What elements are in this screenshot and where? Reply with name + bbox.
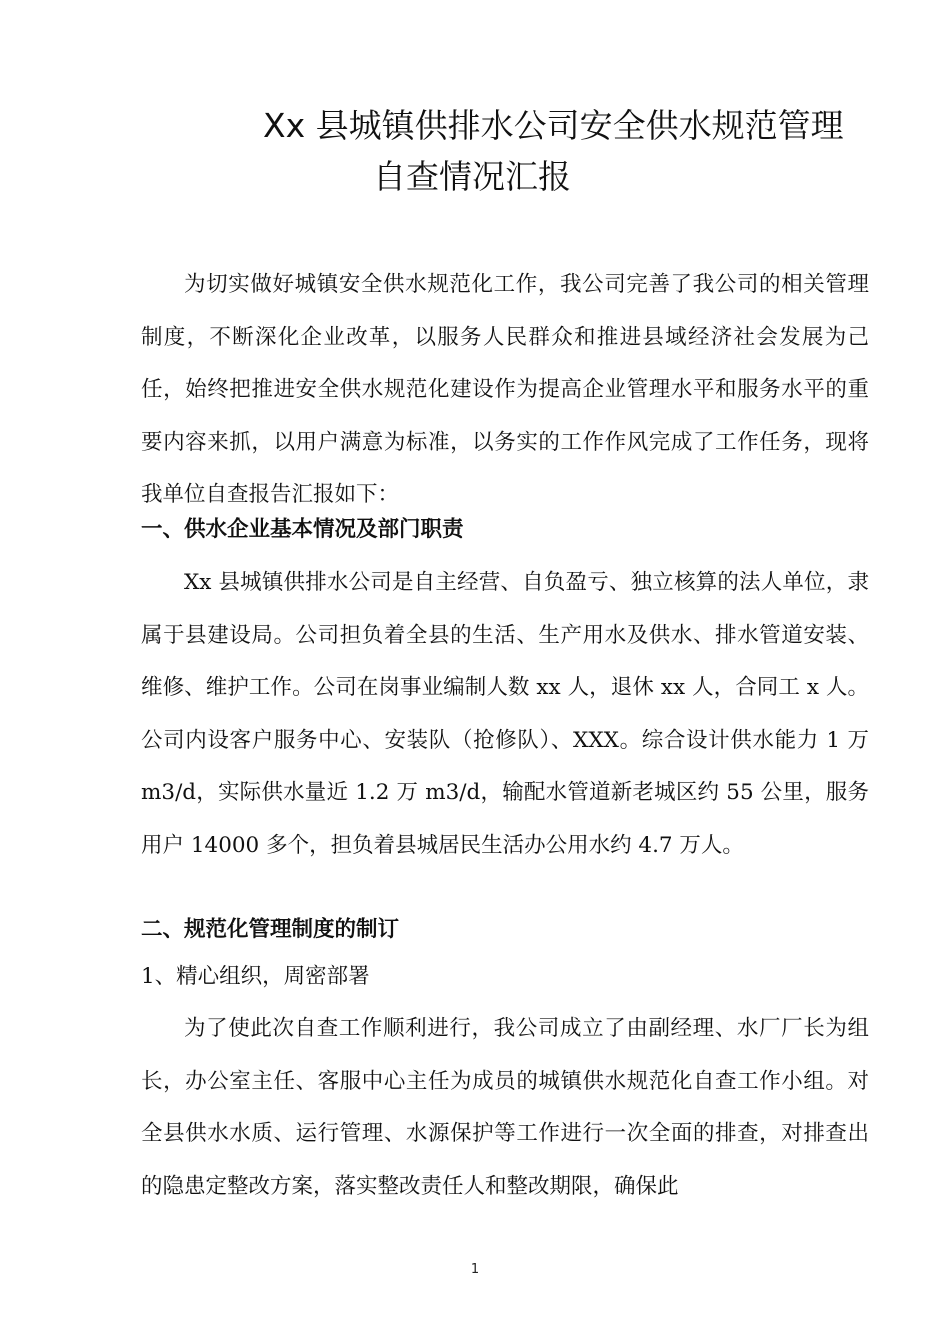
section-2-heading: 二、规范化管理制度的制订 [141,917,400,942]
intro-paragraph: 为切实做好城镇安全供水规范化工作，我公司完善了我公司的相关管理制度，不断深化企业改革，以服务人民群众和推进县域经济社会发展为己任，始终把推进安全供水规范化建设作为提高企业管理水平和服务水平的重要内容来抓，以用户满意为标准，以务实的工作作风完成了工作任务，现将我单位自查报告汇报如下： [141,272,869,507]
section-1-heading: 一、供水企业基本情况及部门职责 [141,517,464,542]
section-2-subheading-1: 1、精心组织，周密部署 [141,964,370,989]
section-2-paragraph: 为了使此次自查工作顺利进行，我公司成立了由副经理、水厂厂长为组长，办公室主任、客服中心主任为成员的城镇供水规范化自查工作小组。对全县供水水质、运行管理、水源保护等工作进行一次全面的排查，对排查出的隐患定整改方案，落实整改责任人和整改期限，确保此 [141,1016,869,1199]
page-number: 1 [470,1262,480,1277]
document-title-line-2: 自查情况汇报 [373,157,571,196]
document-title-line-1: Xx 县城镇供排水公司安全供水规范管理 [263,106,844,145]
section-1-paragraph: Xx 县城镇供排水公司是自主经营、自负盈亏、独立核算的法人单位，隶属于县建设局。公司担负着全县的生活、生产用水及供水、排水管道安装、维修、维护工作。公司在岗事业编制人数 xx 人，退休 xx 人，合同工 x 人。公司内设客户服务中心、安装队（抢修队）、XXX。综合设计供水能力 1 万 m3/d，实际供水量近 1.2 万 m3/d，输配水管道新老城区约 55 公里，服务用户 14000 多个，担负着县城居民生活办公用水约 4.7 万人。 [141,570,869,858]
